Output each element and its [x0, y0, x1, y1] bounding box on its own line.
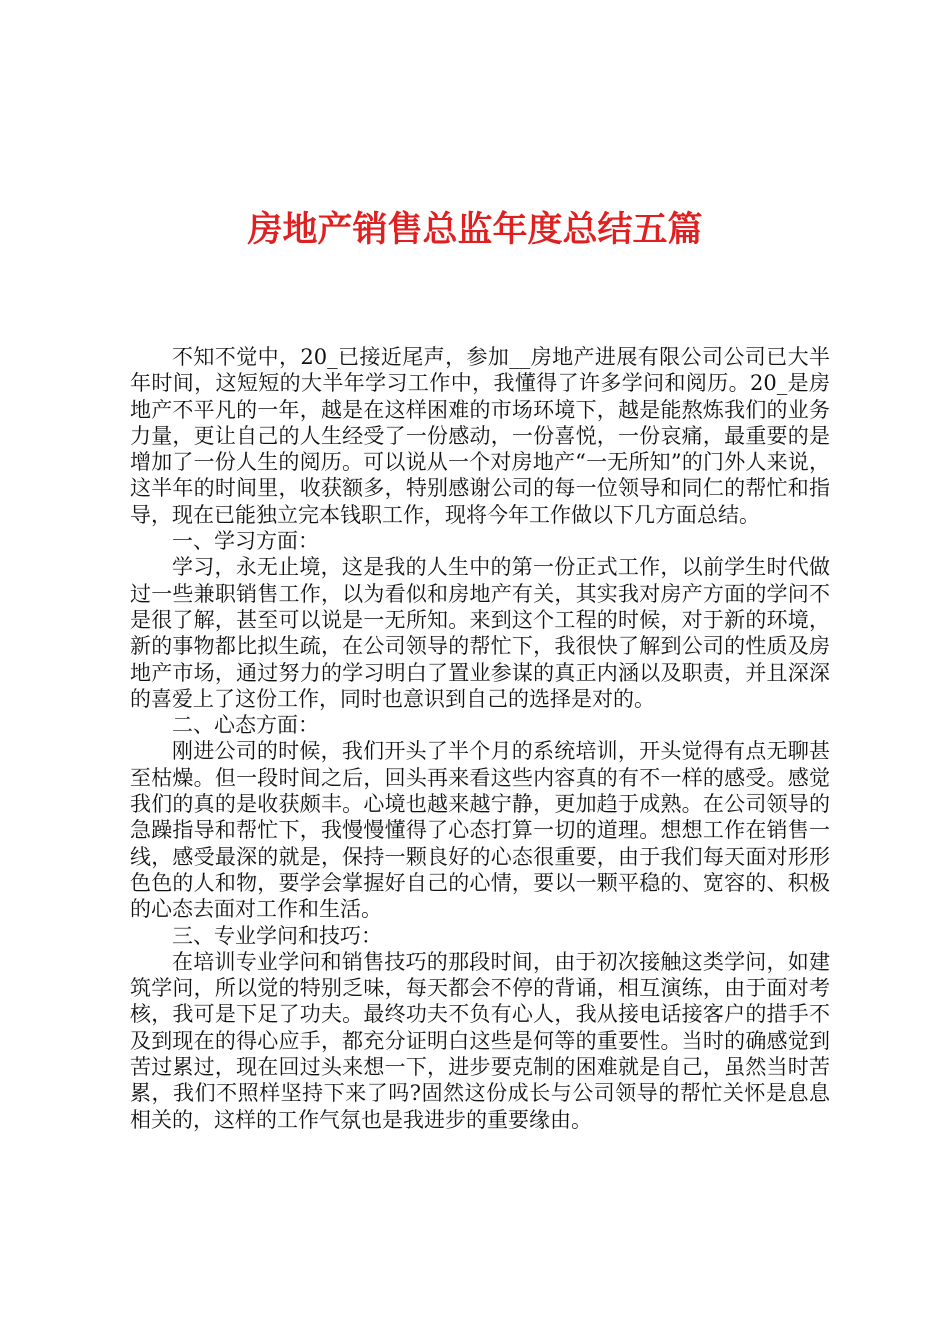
paragraph-study: 学习，永无止境，这是我的人生中的第一份正式工作，以前学生时代做过一些兼职销售工作，以为看似和房地产有关，其实我对房产方面的学问不是很了解，甚至可以说是一无所知。来到这个工程的时候，对于新的环境，新的事物都比拟生疏，在公司领导的帮忙下，我很快了解到公司的性质及房地产市场，通过努力的学习明白了置业参谋的真正内涵以及职责，并且深深的喜爱上了这份工作，同时也意识到自己的选择是对的。 [130, 555, 830, 711]
section-heading-study: 一、学习方面： [172, 529, 319, 554]
paragraph-skills: 在培训专业学问和销售技巧的那段时间，由于初次接触这类学问，如建筑学问，所以觉的特别乏味，每天都会不停的背诵，相互演练，由于面对考核，我可是下足了功夫。最终功夫不负有心人，我从接电话接客户的措手不及到现在的得心应手，都充分证明白这些是何等的重要性。当时的确感觉到苦过累过，现在回过头来想一下，进步要克制的困难就是自己，虽然当时苦累，我们不照样坚持下来了吗?固然这份成长与公司领导的帮忙关怀是息息相关的，这样的工作气氛也是我进步的重要缘由。 [130, 949, 830, 1132]
paragraph-intro: 不知不觉中，20_已接近尾声，参加__房地产进展有限公司公司已大半年时间，这短短的大半年学习工作中，我懂得了许多学问和阅历。20_是房地产不平凡的一年，越是在这样困难的市场环境下，越是能熬炼我们的业务力量，更让自己的人生经受了一份感动，一份喜悦，一份哀痛，最重要的是增加了一份人生的阅历。可以说从一个对房地产“一无所知”的门外人来说，这半年的时间里，收获额多，特别感谢公司的每一位领导和同仁的帮忙和指导，现在已能独立完本钱职工作，现将今年工作做以下几方面总结。 [130, 345, 830, 527]
section-heading-mindset: 二、心态方面： [172, 713, 319, 738]
document-body [130, 344, 830, 1133]
document-title: 房地产销售总监年度总结五篇 [247, 209, 703, 250]
paragraph-mindset: 刚进公司的时候，我们开头了半个月的系统培训，开头觉得有点无聊甚至枯燥。但一段时间之后，回头再来看这些内容真的有不一样的感受。感觉我们的真的是收获颇丰。心境也越来越宁静，更加趋于成熟。在公司领导的急躁指导和帮忙下，我慢慢懂得了心态打算一切的道理。想想工作在销售一线，感受最深的就是，保持一颗良好的心态很重要，由于我们每天面对形形色色的人和物，要学会掌握好自己的心情，要以一颗平稳的、宽容的、积极的心态去面对工作和生活。 [130, 739, 830, 922]
section-heading-skills: 三、专业学问和技巧： [172, 923, 382, 948]
